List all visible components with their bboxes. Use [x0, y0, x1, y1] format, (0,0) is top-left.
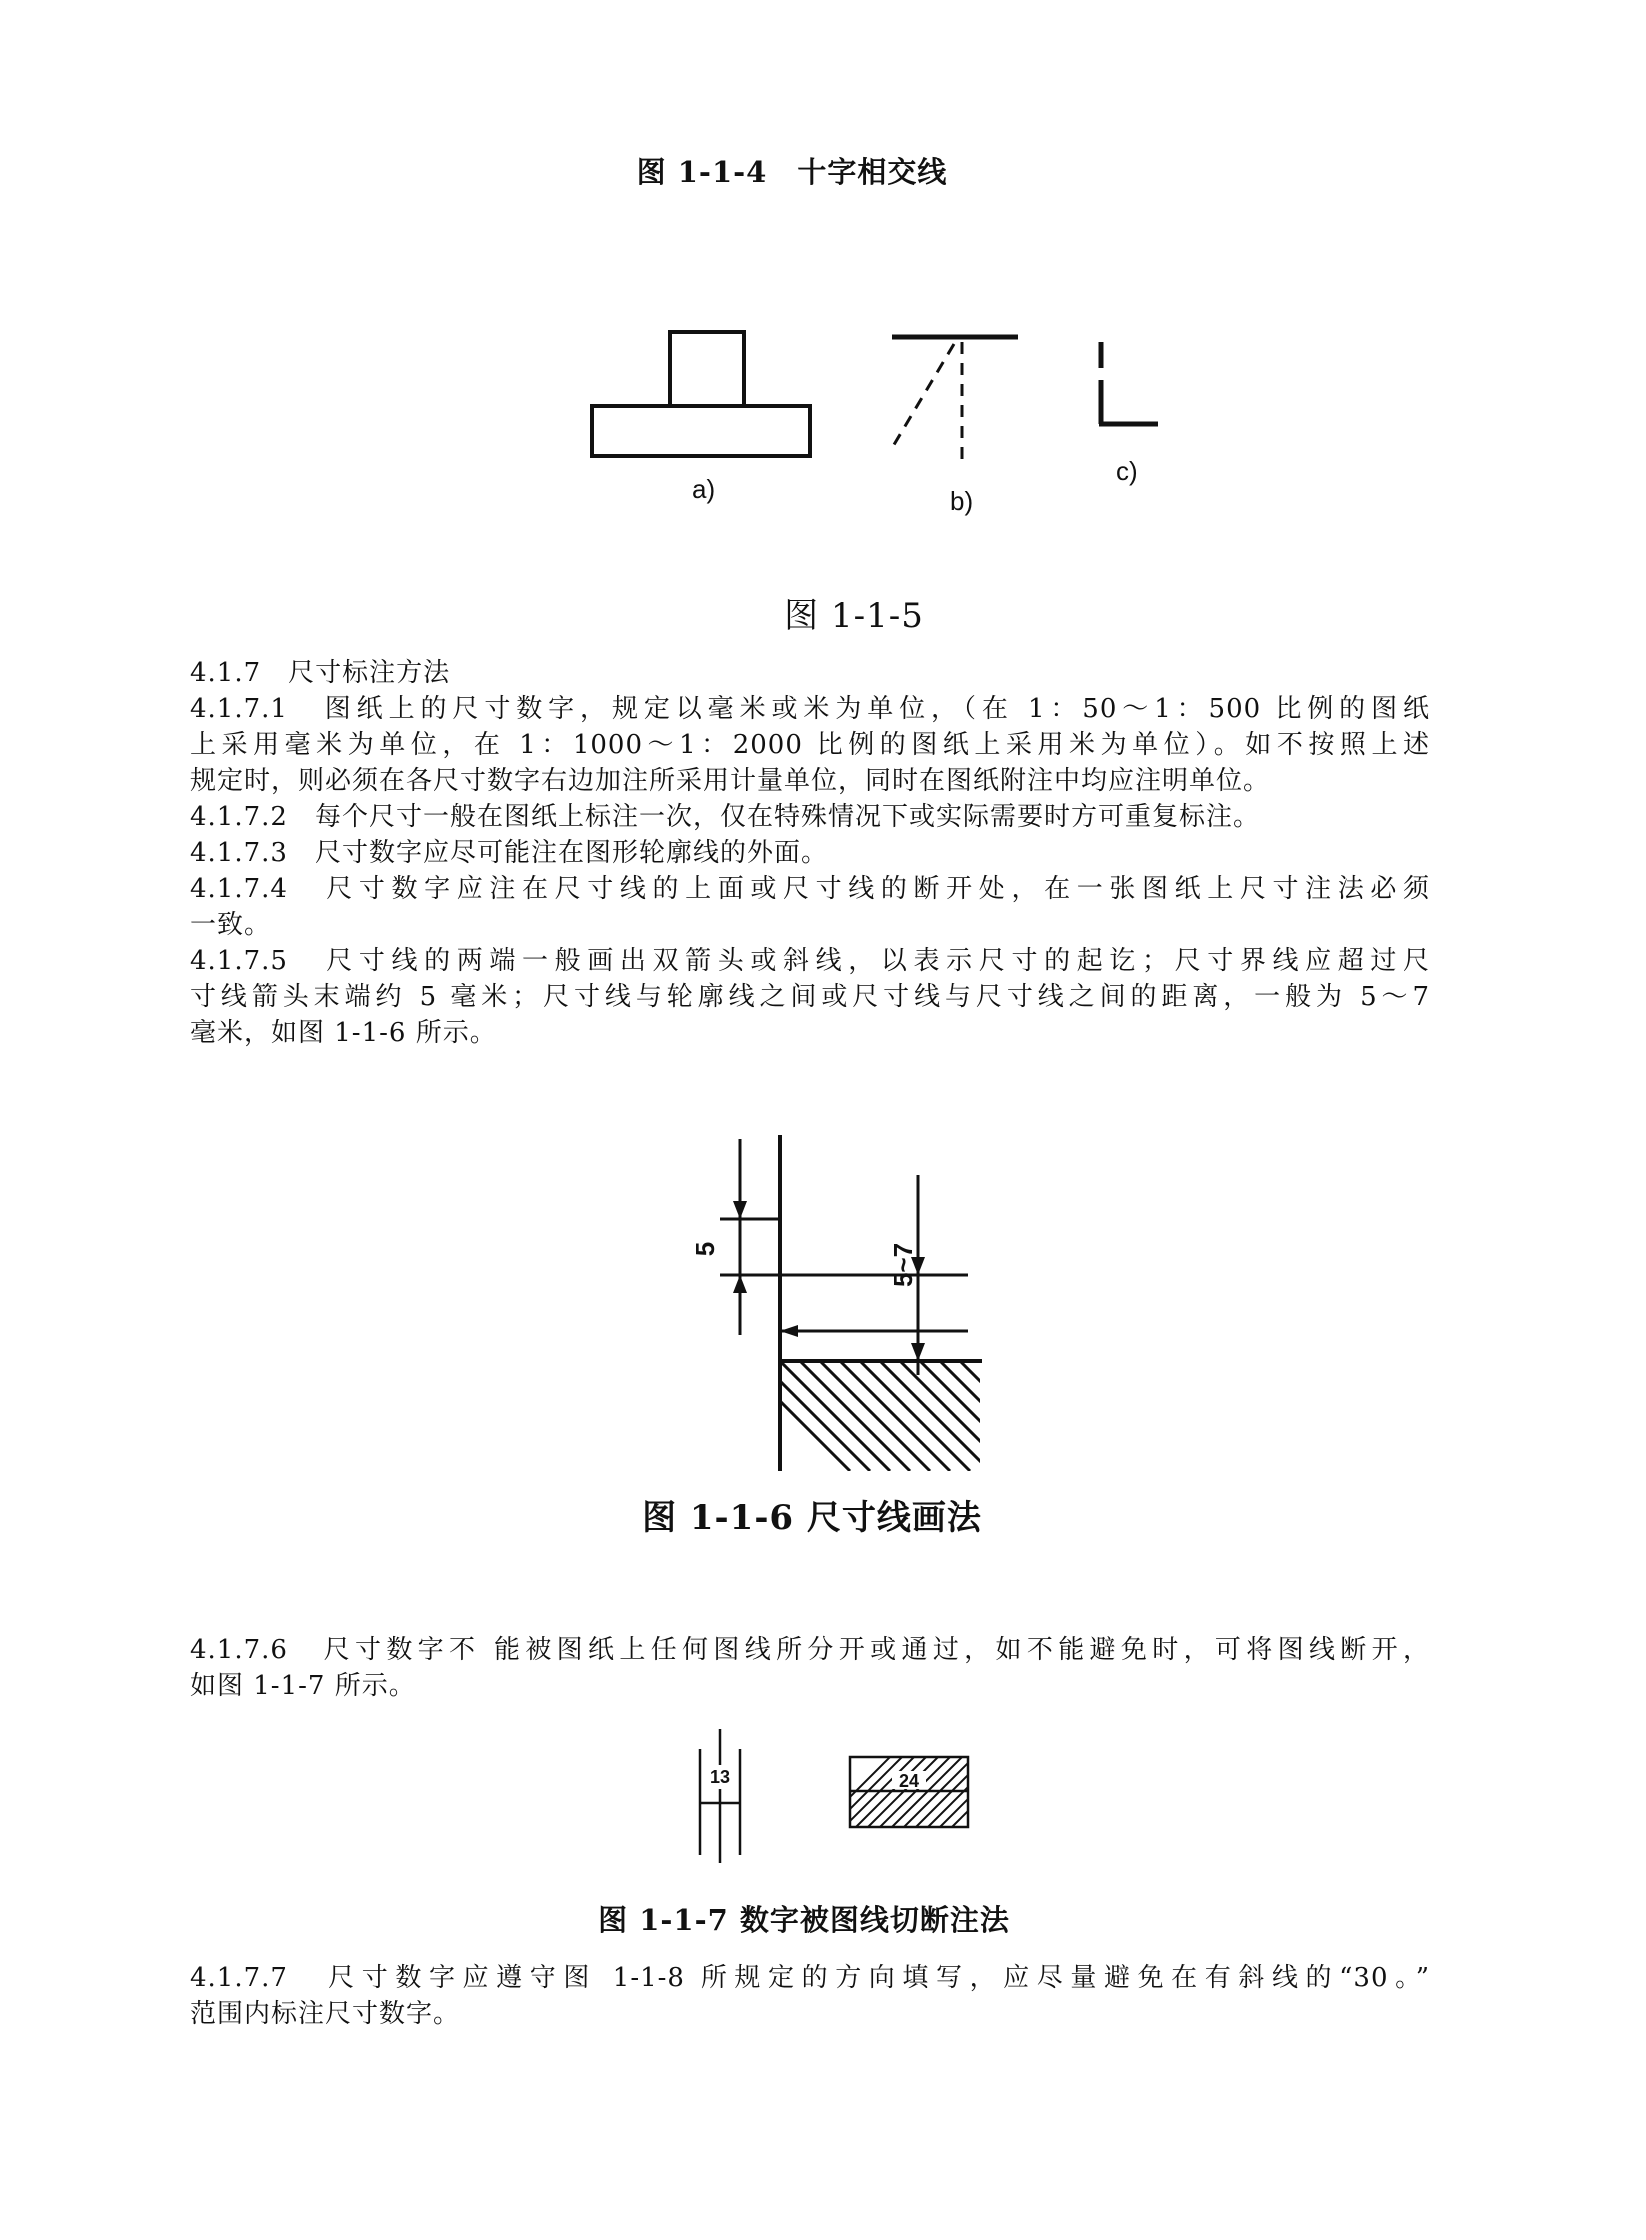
- figure-1-1-7: [680, 1725, 990, 1865]
- paragraph-line: 如图 1-1-7 所示。: [190, 1671, 416, 1701]
- section-4-1-7-block: [190, 655, 1430, 1051]
- fig-1-1-5-label-c: c): [1116, 456, 1138, 486]
- paragraph-line: 4.1.7.6 尺寸数字不 能被图纸上任何图线所分开或通过，如不能避免时，可将图线断开，: [190, 1635, 1430, 1665]
- dimension-label-5: 5: [690, 1241, 720, 1257]
- fig-1-1-7-label-24: 24: [898, 1771, 920, 1791]
- paragraph-line: 4.1.7.2 每个尺寸一般在图纸上标注一次，仅在特殊情况下或实际需要时方可重复标注。: [190, 802, 1260, 832]
- paragraph-line: 范围内标注尺寸数字。: [190, 1999, 461, 2029]
- figure-caption-1-1-5: 图 1-1-5: [784, 596, 924, 636]
- fig-1-1-7-label-13: 13: [709, 1767, 731, 1787]
- section-heading: 4.1.7 尺寸标注方法: [190, 658, 451, 688]
- fig-1-1-7-left-drawing: [700, 1729, 740, 1863]
- paragraph-line: 4.1.7.1 图纸上的尺寸数字，规定以毫米或米为单位，（在 1：50～1：500 比例的图纸: [190, 694, 1430, 724]
- fig-1-1-5-label-b: b): [950, 486, 974, 516]
- paragraph-line: 4.1.7.5 尺寸线的两端一般画出双箭头或斜线，以表示尺寸的起讫；尺寸界线应超过尺: [190, 946, 1430, 976]
- paragraph-line: 4.1.7.3 尺寸数字应尽可能注在图形轮廓线的外面。: [190, 838, 828, 868]
- paragraph-line: 毫米，如图 1-1-6 所示。: [190, 1018, 497, 1048]
- hatched-ground: [740, 1361, 1070, 1471]
- paragraph-line: 4.1.7.7 尺寸数字应遵守图 1-1-8 所规定的方向填写，应尽量避免在有斜线的“30。”: [190, 1963, 1430, 1993]
- paragraph-line: 上采用毫米为单位，在 1：1000～1：2000 比例的图纸上采用米为单位）。如不按照上述: [190, 730, 1430, 760]
- dimension-lines: [720, 1135, 982, 1471]
- paragraph-line: 4.1.7.4 尺寸数字应注在尺寸线的上面或尺寸线的断开处，在一张图纸上尺寸注法必须: [190, 874, 1430, 904]
- paragraph-line: 寸线箭头末端约 5 毫米；尺寸线与轮廓线之间或尺寸线与尺寸线之间的距离，一般为 5～7: [190, 982, 1430, 1012]
- figure-caption-1-1-7: 图 1-1-7 数字被图线切断注法: [598, 1903, 1010, 1937]
- dimension-label-5-7: 5~7: [888, 1242, 918, 1288]
- section-4-1-7-6-block: [190, 1632, 1430, 1704]
- figure-1-1-6: [690, 1135, 1000, 1475]
- fig-1-1-5-label-a: a): [692, 474, 716, 504]
- figure-caption-1-1-6: 图 1-1-6 尺寸线画法: [642, 1498, 982, 1538]
- section-4-1-7-7-block: [190, 1960, 1430, 2032]
- figure-1-1-5: [580, 320, 1180, 530]
- paragraph-line: 一致。: [190, 910, 272, 940]
- figure-caption-1-1-4: 图 1-1-4 十字相交线: [636, 155, 948, 189]
- paragraph-line: 规定时，则必须在各尺寸数字右边加注所采用计量单位，同时在图纸附注中均应注明单位。: [190, 766, 1271, 796]
- fig-1-1-5-b-drawing: [892, 337, 1018, 468]
- fig-1-1-5-a-drawing: [592, 332, 810, 456]
- fig-1-1-5-c-drawing: [1099, 342, 1158, 424]
- fig-1-1-7-right-drawing: [820, 1757, 1022, 1827]
